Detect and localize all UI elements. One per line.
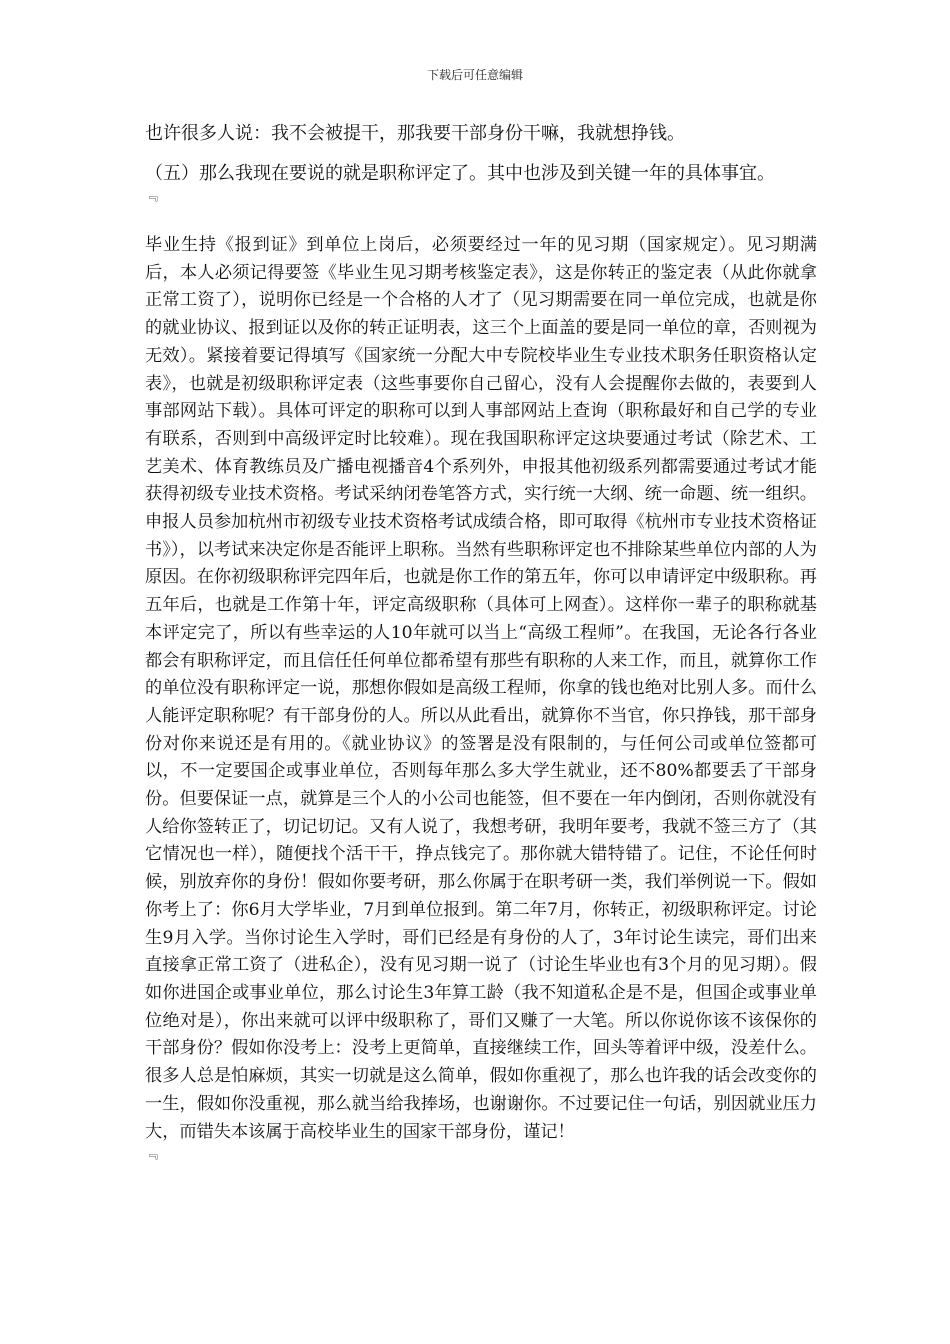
paragraph-mark-end: ﹃	[145, 1147, 159, 1163]
paragraph-1: 也许很多人说：我不会被提干，那我要干部身份干嘛，我就想挣钱。	[145, 123, 685, 144]
paragraph-mark: ﹃	[145, 189, 159, 204]
page-header: 下载后可任意编辑	[426, 68, 523, 82]
paragraph-2: （五）那么我现在要说的就是职称评定了。其中也涉及到关键一年的具体事宜。	[145, 163, 775, 184]
paragraph-3: 毕业生持《报到证》到单位上岗后，必须要经过一年的见习期（国家规定）。见习期满后，本人必须记得要签《毕业生见习期考核鉴定表》，这是你转正的鉴定表（从此你就拿正常工资了），说明你已经是一个合格的人才了（见习期需要在同一单位完成，也就是你的就业协议、报到证以及你的转正证明表，这三个上面盖的要是同一单位的章，否则视为无效）。紧接着要记得填写《国家统一分配大中专院校毕业生专业技术职务任职资格认定表》，也就是初级职称评定表（这些事要你自己留心，没有人会提醒你去做的，表要到人事部网站下载）。具体可评定的职称可以到人事部网站上查询（职称最好和自己学的专业有联系，否则到中高级评定时比较难）。现在我国职称评定这块要通过考试（除艺术、工艺美术、体育教练员及广播电视播音4个系列外，申报其他初级系列都需要通过考试才能获得初级专业技术资格。考试采纳闭卷笔答方式，实行统一大纲、统一命题、统一组织。申报人员参加杭州市初级专业技术资格考试成绩合格，即可取得《杭州市专业技术资格证书》），以考试来决定你是否能评上职称。当然有些职称评定也不排除某些单位内部的人为原因。在你初级职称评完四年后，也就是你工作的第五年，你可以申请评定中级职称。再五年后，也就是工作第十年，评定高级职称（具体可上网查）。这样你一辈子的职称就基本评定完了，所以有些幸运的人10年就可以当上“高级工程师”。在我国，无论各行各业都会有职称评定，而且信任任何单位都希望有那些有职称的人来工作，而且，就算你工作的单位没有职称评定一说，那想你假如是高级工程师，你拿的钱也绝对比别人多。而什么人能评定职称呢？有干部身份的人。所以从此看出，就算你不当官，你只挣钱，那干部身份对你来说还是有用的。《就业协议》的签署是没有限制的，与任何公司或单位签都可以，不一定要国企或事业单位，否则每年那么多大学生就业，还不80%都要丢了干部身份。但要保证一点，就算是三个人的小公司也能签，但不要在一年内倒闭，否则你就没有人给你签转正了，切记切记。又有人说了，我想考研，我明年要考，我就不签三方了（其它情况也一样），随便找个活干干，挣点钱完了。那你就大错特错了。记住，不论任何时候，别放弃你的身份！假如你要考研，那么你属于在职考研一类，我们举例说一下。假如你考上了：你6月大学毕业，7月到单位报到。第二年7月，你转正，初级职称评定。讨论生9月入学。当你讨论生入学时，哥们已经是有身份的人了，3年讨论生读完，哥们出来直接拿正常工资了（进私企），没有见习期一说了（讨论生毕业也有3个月的见习期）。假如你进国企或事业单位，那么讨论生3年算工龄（我不知道私企是不是，但国企或事业单位绝对是），你出来就可以评中级职称了，哥们又赚了一大笔。所以你说你该不该保你的干部身份？假如你没考上：没考上更简单，直接继续工作，回头等着评中级，没差什么。很多人总是怕麻烦，其实一切就是这么简单，假如你重视了，那么也许我的话会改变你的一生，假如你没重视，那么就当给我捧场，也谢谢你。不过要记住一句话，别因就业压力大，而错失本该属于高校毕业生的国家干部身份，谨记！	[145, 235, 817, 1142]
document-body	[145, 120, 817, 1164]
